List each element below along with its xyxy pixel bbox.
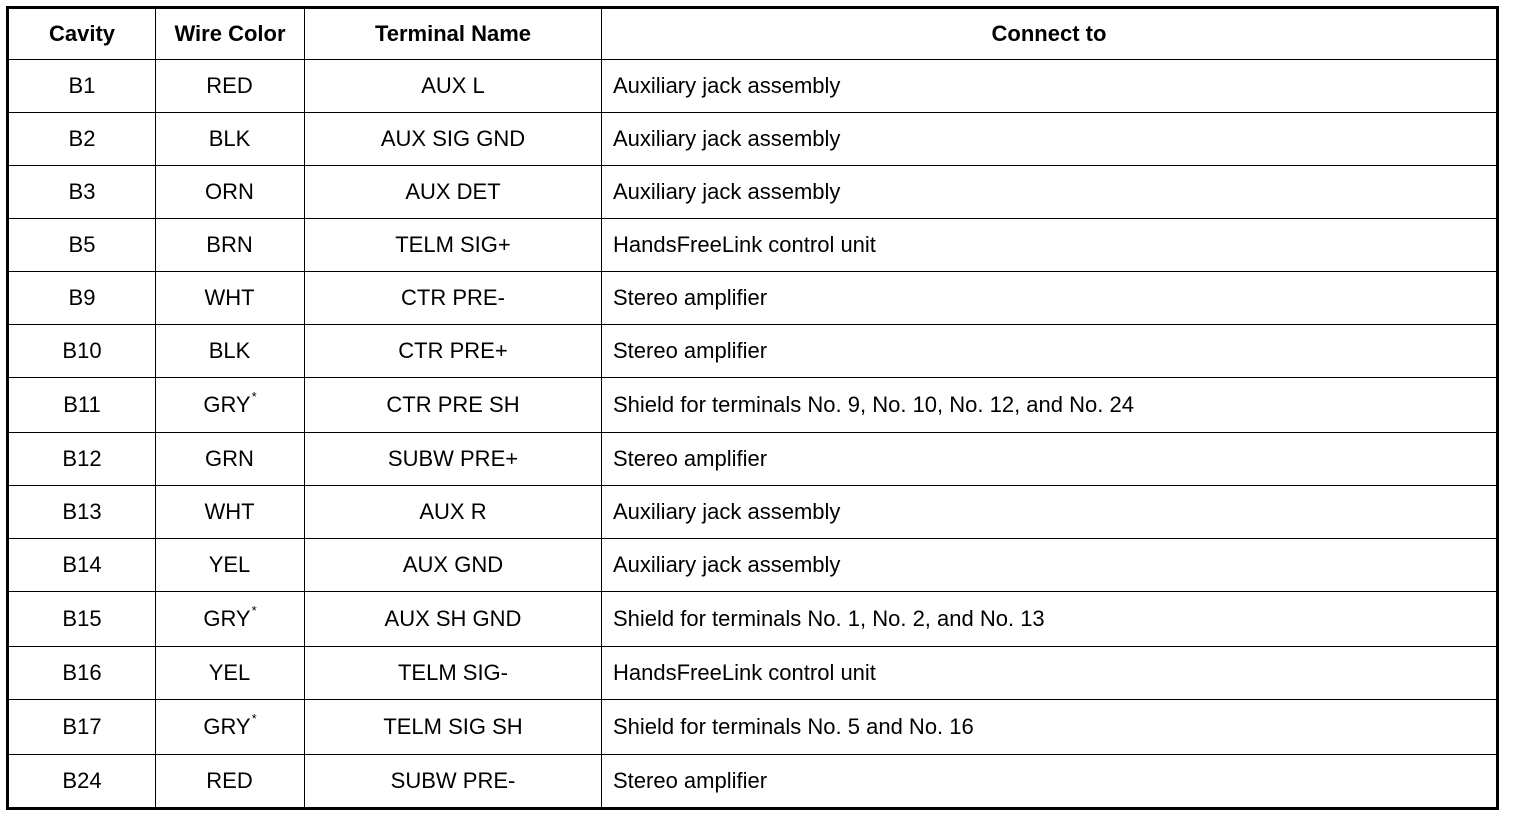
wire-color-text: RED [206,73,253,98]
connect-to-cell: Stereo amplifier [602,433,1498,486]
header-row [8,8,1498,60]
terminal-name-cell: TELM SIG- [305,647,602,700]
connect-to-cell: Auxiliary jack assembly [602,60,1498,113]
wire-color-cell [156,219,305,272]
table-row [8,700,1498,755]
terminal-name-cell: TELM SIG SH [305,700,602,755]
connect-to-cell: Auxiliary jack assembly [602,486,1498,539]
wire-color-text: YEL [208,552,251,577]
terminal-name-cell: AUX SH GND [305,592,602,647]
wire-color-text: BLK [208,338,251,363]
connect-to-cell: HandsFreeLink control unit [602,219,1498,272]
terminal-name-cell: AUX DET [305,166,602,219]
cavity-cell: B11 [8,378,156,433]
wire-color-text: GRY [203,606,251,631]
footnote-mark: * [251,710,257,726]
connect-to-cell: Stereo amplifier [602,272,1498,325]
cavity-cell: B17 [8,700,156,755]
wire-color-cell [156,113,305,166]
cavity-cell: B10 [8,325,156,378]
wire-color-cell [156,325,305,378]
table-row [8,486,1498,539]
wire-color-cell [156,486,305,539]
cavity-cell: B16 [8,647,156,700]
wire-color-cell [156,647,305,700]
table-row [8,755,1498,809]
terminal-name-cell: AUX L [305,60,602,113]
wire-color-text: GRY [203,714,251,739]
table-row [8,433,1498,486]
footnote-mark: * [251,388,257,404]
wire-color-cell [156,592,305,647]
header-cavity: Cavity [8,8,156,60]
wire-color-cell [156,539,305,592]
cavity-cell: B2 [8,113,156,166]
table-row [8,592,1498,647]
wire-color-text: BLK [208,126,251,151]
wire-color-cell [156,433,305,486]
terminal-name-cell: CTR PRE+ [305,325,602,378]
header-connect-to: Connect to [602,8,1498,60]
terminal-name-cell: AUX R [305,486,602,539]
wire-color-text: ORN [205,179,254,204]
wire-color-text: GRN [205,446,254,471]
terminal-name-cell: CTR PRE- [305,272,602,325]
wire-color-cell [156,166,305,219]
connect-to-cell: Auxiliary jack assembly [602,113,1498,166]
wire-color-text: YEL [208,660,251,685]
table-body [8,60,1498,809]
terminal-name-cell: AUX GND [305,539,602,592]
table-row [8,539,1498,592]
table-row [8,272,1498,325]
connect-to-cell: Shield for terminals No. 1, No. 2, and No. 13 [602,592,1498,647]
table-row [8,219,1498,272]
connect-to-cell: Shield for terminals No. 9, No. 10, No. 12, and No. 24 [602,378,1498,433]
wire-color-cell [156,378,305,433]
cavity-cell: B1 [8,60,156,113]
wire-color-cell [156,755,305,809]
connect-to-cell: Stereo amplifier [602,755,1498,809]
cavity-cell: B15 [8,592,156,647]
table-row [8,60,1498,113]
terminal-name-cell: TELM SIG+ [305,219,602,272]
table-row [8,113,1498,166]
header-wire-color: Wire Color [156,8,305,60]
wire-color-text: RED [206,768,253,793]
cavity-cell: B9 [8,272,156,325]
table-row [8,647,1498,700]
wire-color-cell [156,700,305,755]
wire-color-text: WHT [204,285,255,310]
connect-to-cell: Auxiliary jack assembly [602,539,1498,592]
terminal-name-cell: AUX SIG GND [305,113,602,166]
wire-color-text: BRN [206,232,253,257]
connect-to-cell: Auxiliary jack assembly [602,166,1498,219]
terminal-name-cell: CTR PRE SH [305,378,602,433]
terminal-name-cell: SUBW PRE+ [305,433,602,486]
connect-to-cell: HandsFreeLink control unit [602,647,1498,700]
footnote-mark: * [251,602,257,618]
cavity-cell: B24 [8,755,156,809]
terminal-name-cell: SUBW PRE- [305,755,602,809]
wire-color-cell [156,60,305,113]
table-row [8,325,1498,378]
wire-color-text: WHT [204,499,255,524]
cavity-cell: B12 [8,433,156,486]
connector-terminal-table [6,6,1499,810]
connector-table-container [6,6,1496,816]
cavity-cell: B3 [8,166,156,219]
connect-to-cell: Stereo amplifier [602,325,1498,378]
table-row [8,166,1498,219]
header-terminal-name: Terminal Name [305,8,602,60]
wire-color-cell [156,272,305,325]
cavity-cell: B13 [8,486,156,539]
table-row [8,378,1498,433]
cavity-cell: B14 [8,539,156,592]
wire-color-text: GRY [203,392,251,417]
connect-to-cell: Shield for terminals No. 5 and No. 16 [602,700,1498,755]
cavity-cell: B5 [8,219,156,272]
